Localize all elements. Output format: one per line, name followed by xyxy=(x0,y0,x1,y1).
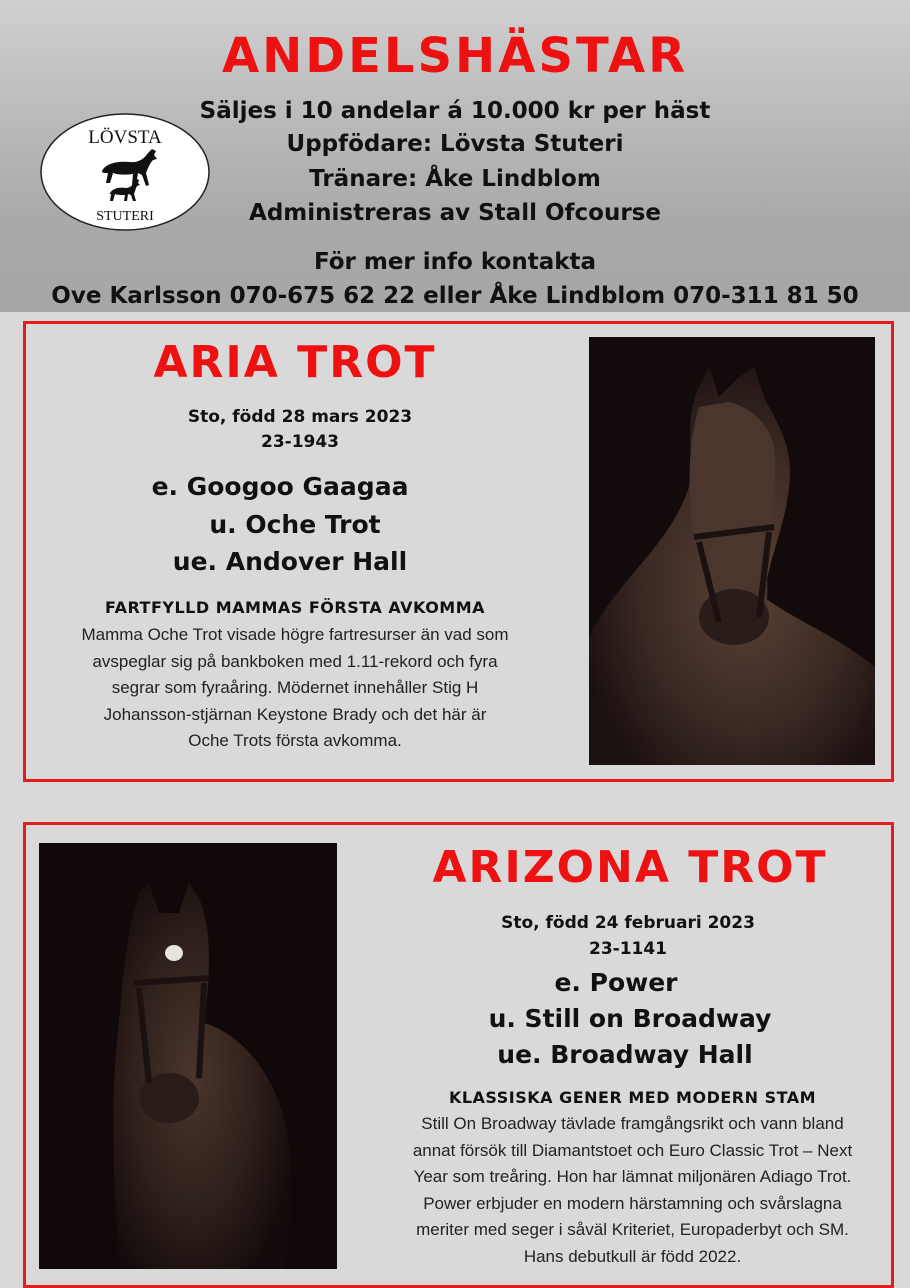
horse-born: Sto, född 24 februari 2023 xyxy=(501,913,755,933)
description-line: segrar som fyraåring. Mödernet innehåller Stig H xyxy=(111,678,479,697)
horse-name: ARIA TROT xyxy=(153,337,437,388)
description-line: avspeglar sig på bankboken med 1.11-rekord och fyra xyxy=(92,651,498,671)
horse-born: Sto, född 28 mars 2023 xyxy=(187,407,413,427)
lovsta-stuteri-logo xyxy=(40,113,210,231)
description-line: Oche Trots första avkomma. xyxy=(188,731,402,750)
horse-photo-aria xyxy=(589,337,875,765)
description-line: Year som treåring. Hon har lämnat miljonären Adiago Trot. xyxy=(413,1167,852,1186)
description-line: Power erbjuder en modern härstamning och svårslagna xyxy=(423,1193,842,1213)
horse-dam: u. Still on Broadway xyxy=(488,1004,772,1033)
horse-photo-arizona xyxy=(39,843,337,1269)
horse-damsire: ue. Andover Hall xyxy=(172,547,408,576)
horse-reg-number: 23-1943 xyxy=(260,432,340,452)
horse-sire: e. Googoo Gaagaa xyxy=(151,472,409,501)
description-line: Mamma Oche Trot visade högre fartresurser än vad som xyxy=(81,625,509,644)
horse-description xyxy=(370,1111,895,1270)
logo-top-text: LÖVSTA xyxy=(88,127,162,148)
description-line: Still On Broadway tävlade framgångsrikt och vann bland xyxy=(421,1114,844,1133)
description-line: Hans debutkull är född 2022. xyxy=(523,1246,742,1266)
shares-line: Säljes i 10 andelar á 10.000 kr per häst xyxy=(199,98,711,124)
horse-reg-number: 23-1141 xyxy=(588,939,668,959)
contact-line: Ove Karlsson 070-675 62 22 eller Åke Lindblom 070-311 81 50 xyxy=(51,283,859,309)
horse-name: ARIZONA TROT xyxy=(432,842,828,893)
description-line: Johansson-stjärnan Keystone Brady och det här är xyxy=(103,704,487,724)
horse-sire: e. Power xyxy=(554,968,678,997)
description-line: meriter med seger i såväl Kriteriet, Europaderbyt och SM. xyxy=(416,1220,849,1239)
horse-description-heading: KLASSISKA GENER MED MODERN STAM xyxy=(448,1088,817,1107)
horse-dam: u. Oche Trot xyxy=(209,510,381,539)
horse-description-heading: FARTFYLLD MAMMAS FÖRSTA AVKOMMA xyxy=(104,598,486,617)
trainer-line: Tränare: Åke Lindblom xyxy=(309,166,601,192)
breeder-line: Uppfödare: Lövsta Stuteri xyxy=(286,131,624,157)
contact-label: För mer info kontakta xyxy=(313,249,597,275)
page-title: ANDELSHÄSTAR xyxy=(221,28,689,84)
horse-description xyxy=(40,622,550,755)
description-line: annat försök till Diamantstoet och Euro Classic Trot – Next xyxy=(412,1140,853,1160)
logo-bottom-text: STUTERI xyxy=(96,209,154,224)
admin-line: Administreras av Stall Ofcourse xyxy=(249,200,661,226)
horse-damsire: ue. Broadway Hall xyxy=(497,1040,753,1069)
